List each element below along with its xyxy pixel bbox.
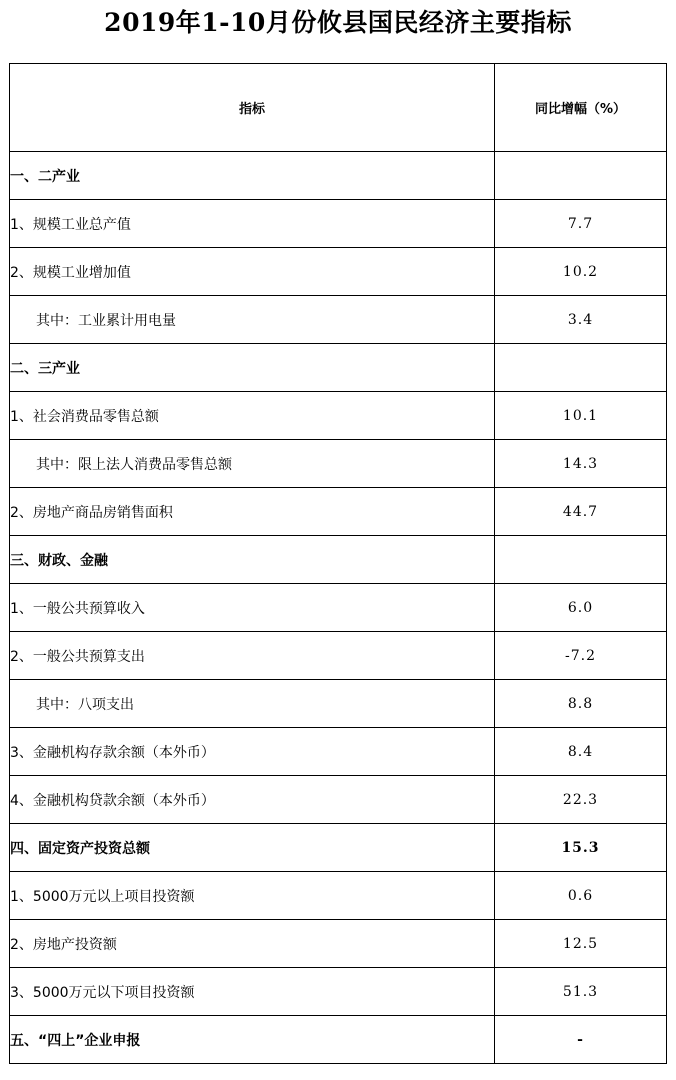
table-row bbox=[10, 248, 667, 296]
growth-value: 10.1 bbox=[495, 392, 667, 440]
indicator-label: 1、一般公共预算收入 bbox=[10, 584, 495, 632]
growth-value: 8.4 bbox=[495, 728, 667, 776]
indicator-label: 4、金融机构贷款余额（本外币） bbox=[10, 776, 495, 824]
growth-value bbox=[495, 344, 667, 392]
indicator-label: 四、固定资产投资总额 bbox=[10, 824, 495, 872]
table-row bbox=[10, 296, 667, 344]
indicator-label: 1、规模工业总产值 bbox=[10, 200, 495, 248]
table-row bbox=[10, 152, 667, 200]
growth-value: -7.2 bbox=[495, 632, 667, 680]
table-row bbox=[10, 440, 667, 488]
growth-value bbox=[495, 152, 667, 200]
indicator-label: 3、金融机构存款余额（本外币） bbox=[10, 728, 495, 776]
table-header-row bbox=[10, 64, 667, 152]
indicator-label: 2、一般公共预算支出 bbox=[10, 632, 495, 680]
indicator-label: 三、财政、金融 bbox=[10, 536, 495, 584]
indicator-label: 一、二产业 bbox=[10, 152, 495, 200]
indicator-label: 其中：工业累计用电量 bbox=[10, 296, 495, 344]
table-row bbox=[10, 1016, 667, 1064]
page-title: 2019年1-10月份攸县国民经济主要指标 bbox=[104, 8, 572, 37]
table-row bbox=[10, 776, 667, 824]
table-row bbox=[10, 632, 667, 680]
indicator-label: 2、房地产商品房销售面积 bbox=[10, 488, 495, 536]
growth-value bbox=[495, 536, 667, 584]
indicator-label: 2、房地产投资额 bbox=[10, 920, 495, 968]
table-body bbox=[10, 152, 667, 1064]
table-row bbox=[10, 680, 667, 728]
indicator-label: 二、三产业 bbox=[10, 344, 495, 392]
table-row bbox=[10, 200, 667, 248]
growth-value: 12.5 bbox=[495, 920, 667, 968]
growth-value: 8.8 bbox=[495, 680, 667, 728]
growth-value: - bbox=[495, 1016, 667, 1064]
growth-value: 10.2 bbox=[495, 248, 667, 296]
growth-value: 3.4 bbox=[495, 296, 667, 344]
indicator-label: 1、社会消费品零售总额 bbox=[10, 392, 495, 440]
table-row bbox=[10, 968, 667, 1016]
column-header-indicator: 指标 bbox=[10, 64, 495, 152]
table-row bbox=[10, 584, 667, 632]
indicator-label: 其中：八项支出 bbox=[10, 680, 495, 728]
indicators-table bbox=[9, 63, 667, 1064]
indicator-label: 2、规模工业增加值 bbox=[10, 248, 495, 296]
growth-value: 7.7 bbox=[495, 200, 667, 248]
table-row bbox=[10, 392, 667, 440]
indicator-label: 1、5000万元以上项目投资额 bbox=[10, 872, 495, 920]
growth-value: 51.3 bbox=[495, 968, 667, 1016]
table-row bbox=[10, 824, 667, 872]
indicator-label: 3、5000万元以下项目投资额 bbox=[10, 968, 495, 1016]
growth-value: 15.3 bbox=[495, 824, 667, 872]
table-row bbox=[10, 488, 667, 536]
table-row bbox=[10, 872, 667, 920]
growth-value: 44.7 bbox=[495, 488, 667, 536]
growth-value: 22.3 bbox=[495, 776, 667, 824]
table-row bbox=[10, 536, 667, 584]
table-row bbox=[10, 920, 667, 968]
growth-value: 0.6 bbox=[495, 872, 667, 920]
growth-value: 14.3 bbox=[495, 440, 667, 488]
indicator-label: 五、“四上”企业申报 bbox=[10, 1016, 495, 1064]
table-row bbox=[10, 344, 667, 392]
growth-value: 6.0 bbox=[495, 584, 667, 632]
table-row bbox=[10, 728, 667, 776]
column-header-yoy-growth: 同比增幅（%） bbox=[495, 64, 667, 152]
indicator-label: 其中：限上法人消费品零售总额 bbox=[10, 440, 495, 488]
